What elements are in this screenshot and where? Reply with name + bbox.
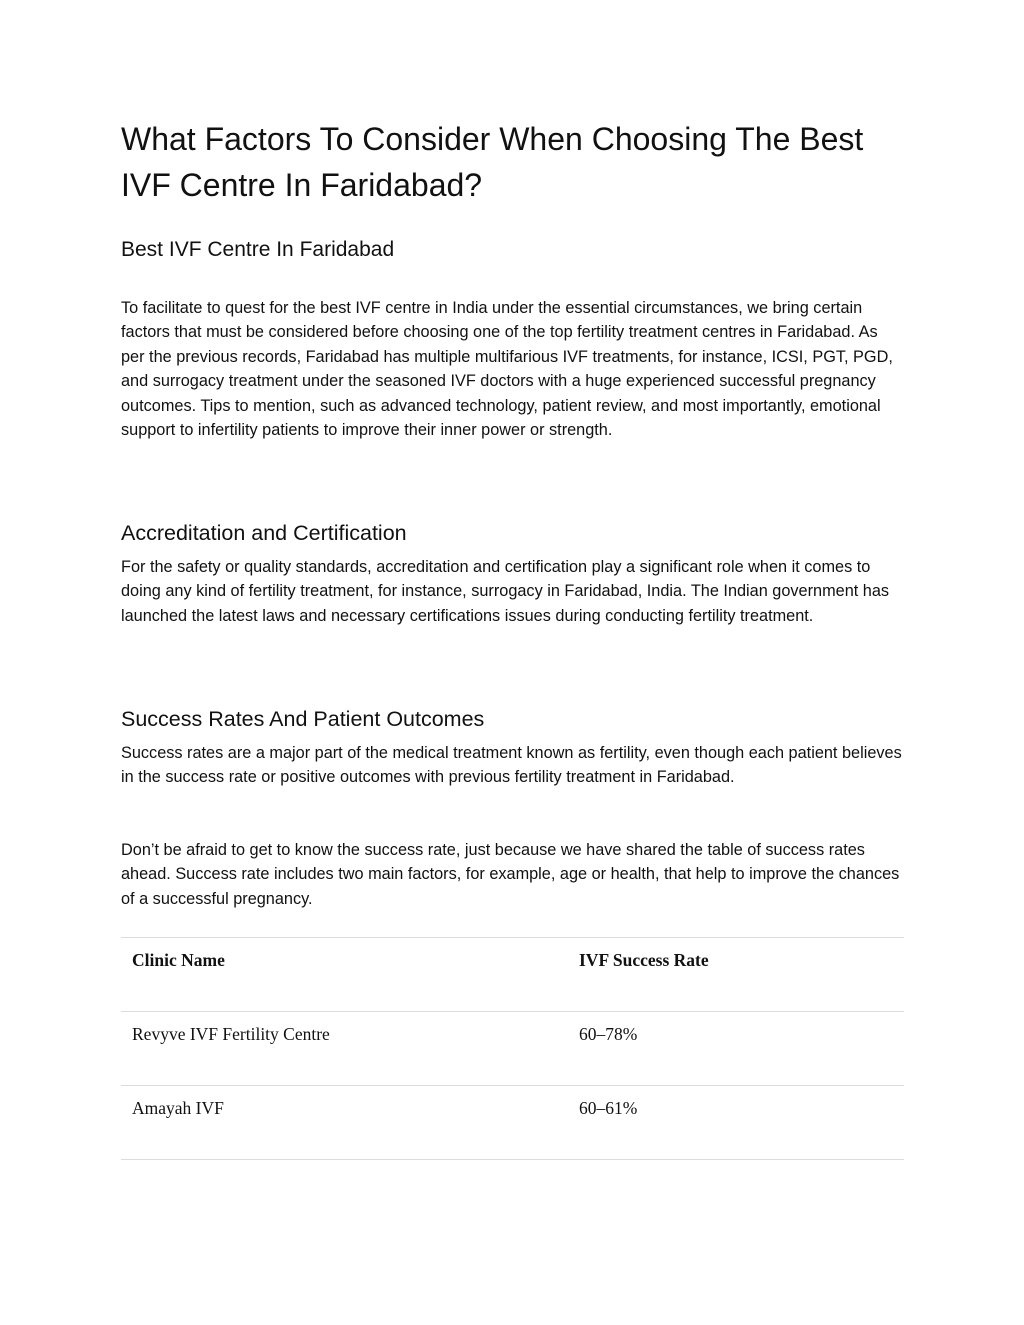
table-header-success-rate: IVF Success Rate <box>579 950 709 970</box>
section-paragraph-accreditation: For the safety or quality standards, accreditation and certification play a significant role when it comes to doing any kind of fertility treatment, for instance, surrogacy in Faridabad, India. The Indian government has launched the latest laws and necessary certifications issues during conducting fertility treatment. <box>121 558 890 625</box>
section-heading-accreditation: Accreditation and Certification <box>121 521 407 545</box>
table-header-clinic-name: Clinic Name <box>132 950 225 970</box>
table-cell-clinic-name: Amayah IVF <box>132 1098 224 1118</box>
page-title: What Factors To Consider When Choosing The Best IVF Centre In Faridabad? <box>121 121 864 203</box>
section-paragraph-success-rates-2: Don’t be afraid to get to know the success rate, just because we have shared the table of success rates ahead. Success rate includes two main factors, for example, age or health, that help to improve the chances of a successful pregnancy. <box>121 841 900 908</box>
section-heading-success-rates: Success Rates And Patient Outcomes <box>121 707 485 731</box>
table-header-row <box>121 938 904 1012</box>
table-row <box>121 1086 904 1160</box>
success-rate-table <box>121 937 904 1160</box>
table-cell-clinic-name: Revyve IVF Fertility Centre <box>132 1024 330 1044</box>
table-cell-success-rate: 60–61% <box>579 1098 638 1118</box>
table-cell-success-rate: 60–78% <box>579 1024 638 1044</box>
section-paragraph-success-rates-1: Success rates are a major part of the medical treatment known as fertility, even though each patient believes in the success rate or positive outcomes with previous fertility treatment in Faridabad. <box>121 744 902 787</box>
table-row <box>121 1012 904 1086</box>
page-subtitle: Best IVF Centre In Faridabad <box>121 238 395 261</box>
intro-paragraph: To facilitate to quest for the best IVF centre in India under the essential circumstances, we bring certain factors that must be considered before choosing one of the top fertility treatment centres in Faridabad. As per the previous records, Faridabad has multiple multifarious IVF treatments, for instance, ICSI, PGT, PGD, and surrogacy treatment under the seasoned IVF doctors with a huge experienced successful pregnancy outcomes. Tips to mention, such as advanced technology, patient review, and most importantly, emotional support to infertility patients to improve their inner power or strength. <box>121 299 893 440</box>
